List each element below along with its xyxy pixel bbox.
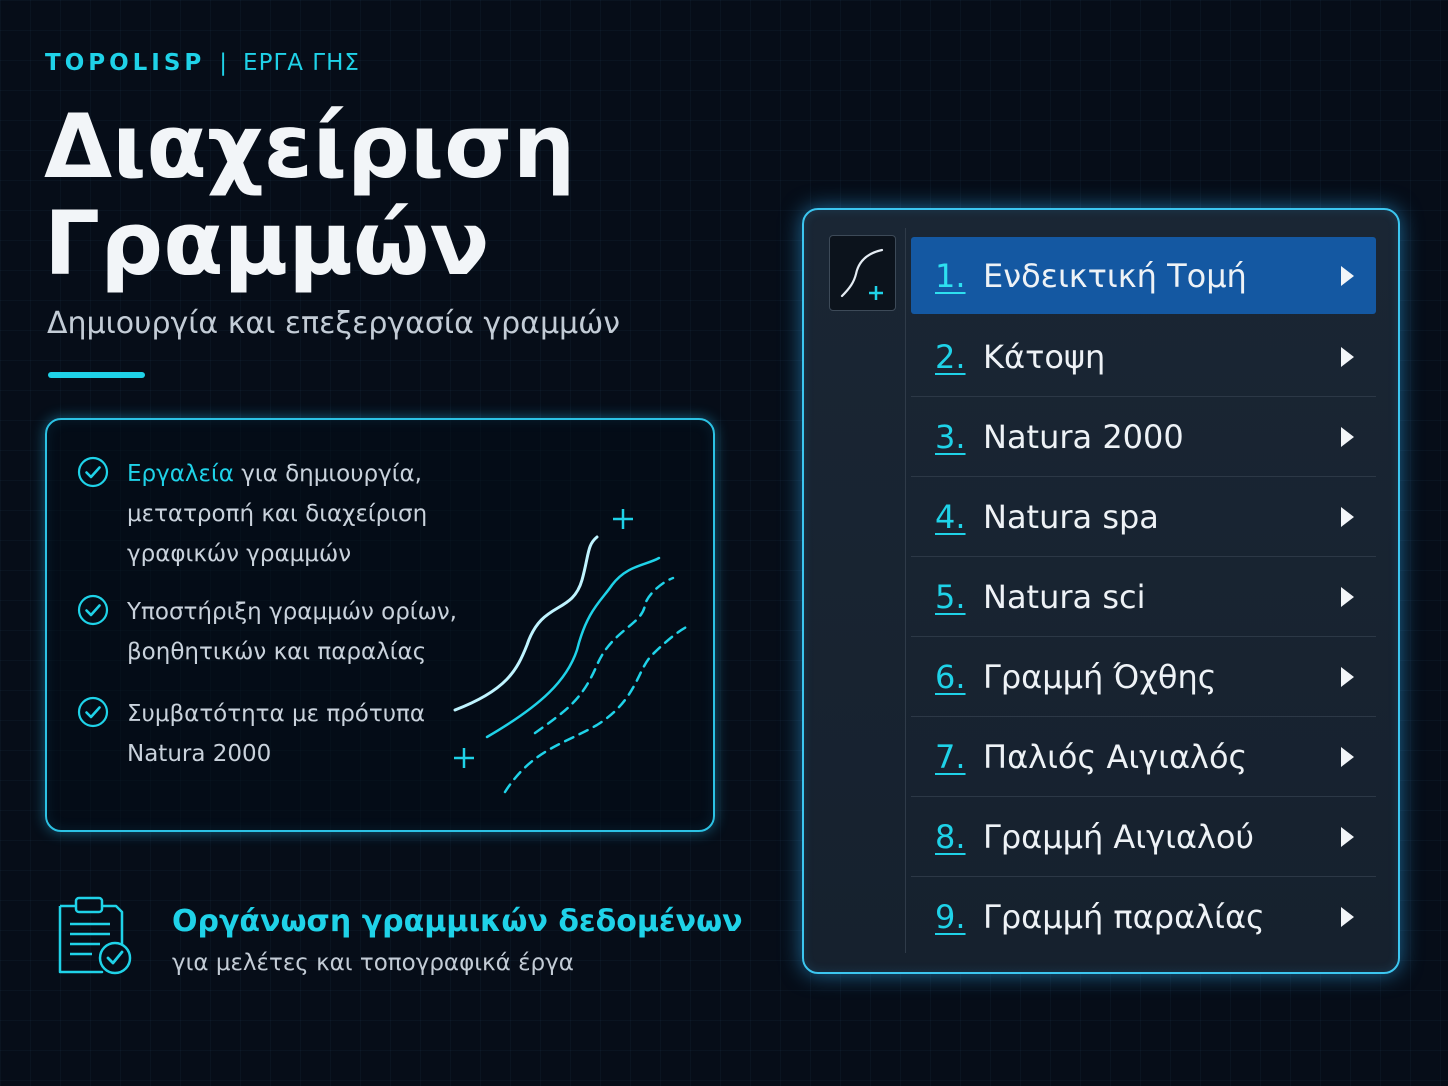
chevron-right-icon — [1341, 507, 1354, 527]
chevron-right-icon — [1341, 347, 1354, 367]
menu-item-grammi-ochthis[interactable] — [911, 637, 1376, 717]
menu-item-katopsi[interactable] — [911, 317, 1376, 397]
check-circle-icon — [77, 696, 109, 728]
menu-item-label: Γραμμή Αιγιαλού — [983, 817, 1255, 856]
feature-item-support — [77, 592, 477, 672]
menu-item-label: Natura sci — [983, 577, 1146, 616]
accent-divider — [48, 372, 145, 378]
feature-item-compat — [77, 694, 477, 774]
footer-subtitle: για μελέτες και τοπογραφικά έργα — [172, 950, 574, 976]
chevron-right-icon — [1341, 827, 1354, 847]
menu-item-number: 1. — [935, 256, 966, 295]
chevron-right-icon — [1341, 266, 1354, 286]
wavy-lines-illustration — [447, 500, 707, 800]
feature-text: Εργαλεία για δημιουργία, μετατροπή και διαχείριση γραφικών γραμμών — [127, 461, 428, 567]
menu-item-number: 2. — [935, 337, 966, 376]
menu-item-label: Κάτοψη — [983, 337, 1106, 376]
menu-list — [911, 237, 1376, 957]
menu-gutter-divider — [905, 228, 906, 953]
feature-text: Συμβατότητα με πρότυπα Natura 2000 — [127, 701, 426, 767]
page-title — [44, 95, 744, 295]
menu-item-number: 8. — [935, 817, 966, 856]
menu-item-label: Natura 2000 — [983, 417, 1184, 456]
menu-item-label: Ενδεικτική Τομή — [983, 256, 1247, 295]
chevron-right-icon — [1341, 427, 1354, 447]
menu-item-endeiktiki-tomi[interactable] — [911, 237, 1376, 314]
brand-section: ΕΡΓΑ ΓΗΣ — [243, 50, 360, 76]
menu-item-grammi-aigialou[interactable] — [911, 797, 1376, 877]
menu-item-palios-aigialos[interactable] — [911, 717, 1376, 797]
check-circle-icon — [77, 456, 109, 488]
menu-item-number: 7. — [935, 737, 966, 776]
menu-item-natura-2000[interactable] — [911, 397, 1376, 477]
feature-item-tools — [77, 454, 477, 574]
menu-item-label: Παλιός Αιγιαλός — [983, 737, 1248, 776]
menu-item-number: 6. — [935, 657, 966, 696]
feature-highlight: Εργαλεία — [127, 461, 234, 487]
menu-item-natura-spa[interactable] — [911, 477, 1376, 557]
brand-name: TOPOLISP — [45, 50, 206, 76]
page-title-line2: Γραμμών — [44, 192, 490, 295]
menu-item-label: Γραμμή παραλίας — [983, 898, 1265, 936]
clipboard-check-icon — [52, 894, 136, 978]
menu-item-number: 4. — [935, 497, 966, 536]
menu-item-grammi-paralias[interactable] — [911, 877, 1376, 957]
line-types-menu — [802, 208, 1400, 974]
brand-header — [45, 50, 360, 76]
page-subtitle: Δημιουργία και επεξεργασία γραμμών — [47, 306, 621, 341]
footer-title: Οργάνωση γραμμικών δεδομένων — [172, 904, 743, 939]
menu-item-natura-sci[interactable] — [911, 557, 1376, 637]
chevron-right-icon — [1341, 587, 1354, 607]
menu-item-number: 5. — [935, 577, 966, 616]
menu-item-number: 3. — [935, 417, 966, 456]
curve-plus-icon[interactable] — [829, 235, 896, 311]
menu-item-number: 9. — [935, 898, 966, 936]
page-title-line1: Διαχείριση — [44, 95, 576, 198]
chevron-right-icon — [1341, 667, 1354, 687]
chevron-right-icon — [1341, 907, 1354, 927]
features-card — [45, 418, 715, 832]
brand-separator: | — [219, 50, 228, 76]
feature-text: Υποστήριξη γραμμών ορίων, βοηθητικών και παραλίας — [127, 599, 457, 665]
chevron-right-icon — [1341, 747, 1354, 767]
menu-item-label: Γραμμή Όχθης — [983, 657, 1217, 696]
check-circle-icon — [77, 594, 109, 626]
menu-item-label: Natura spa — [983, 497, 1159, 536]
